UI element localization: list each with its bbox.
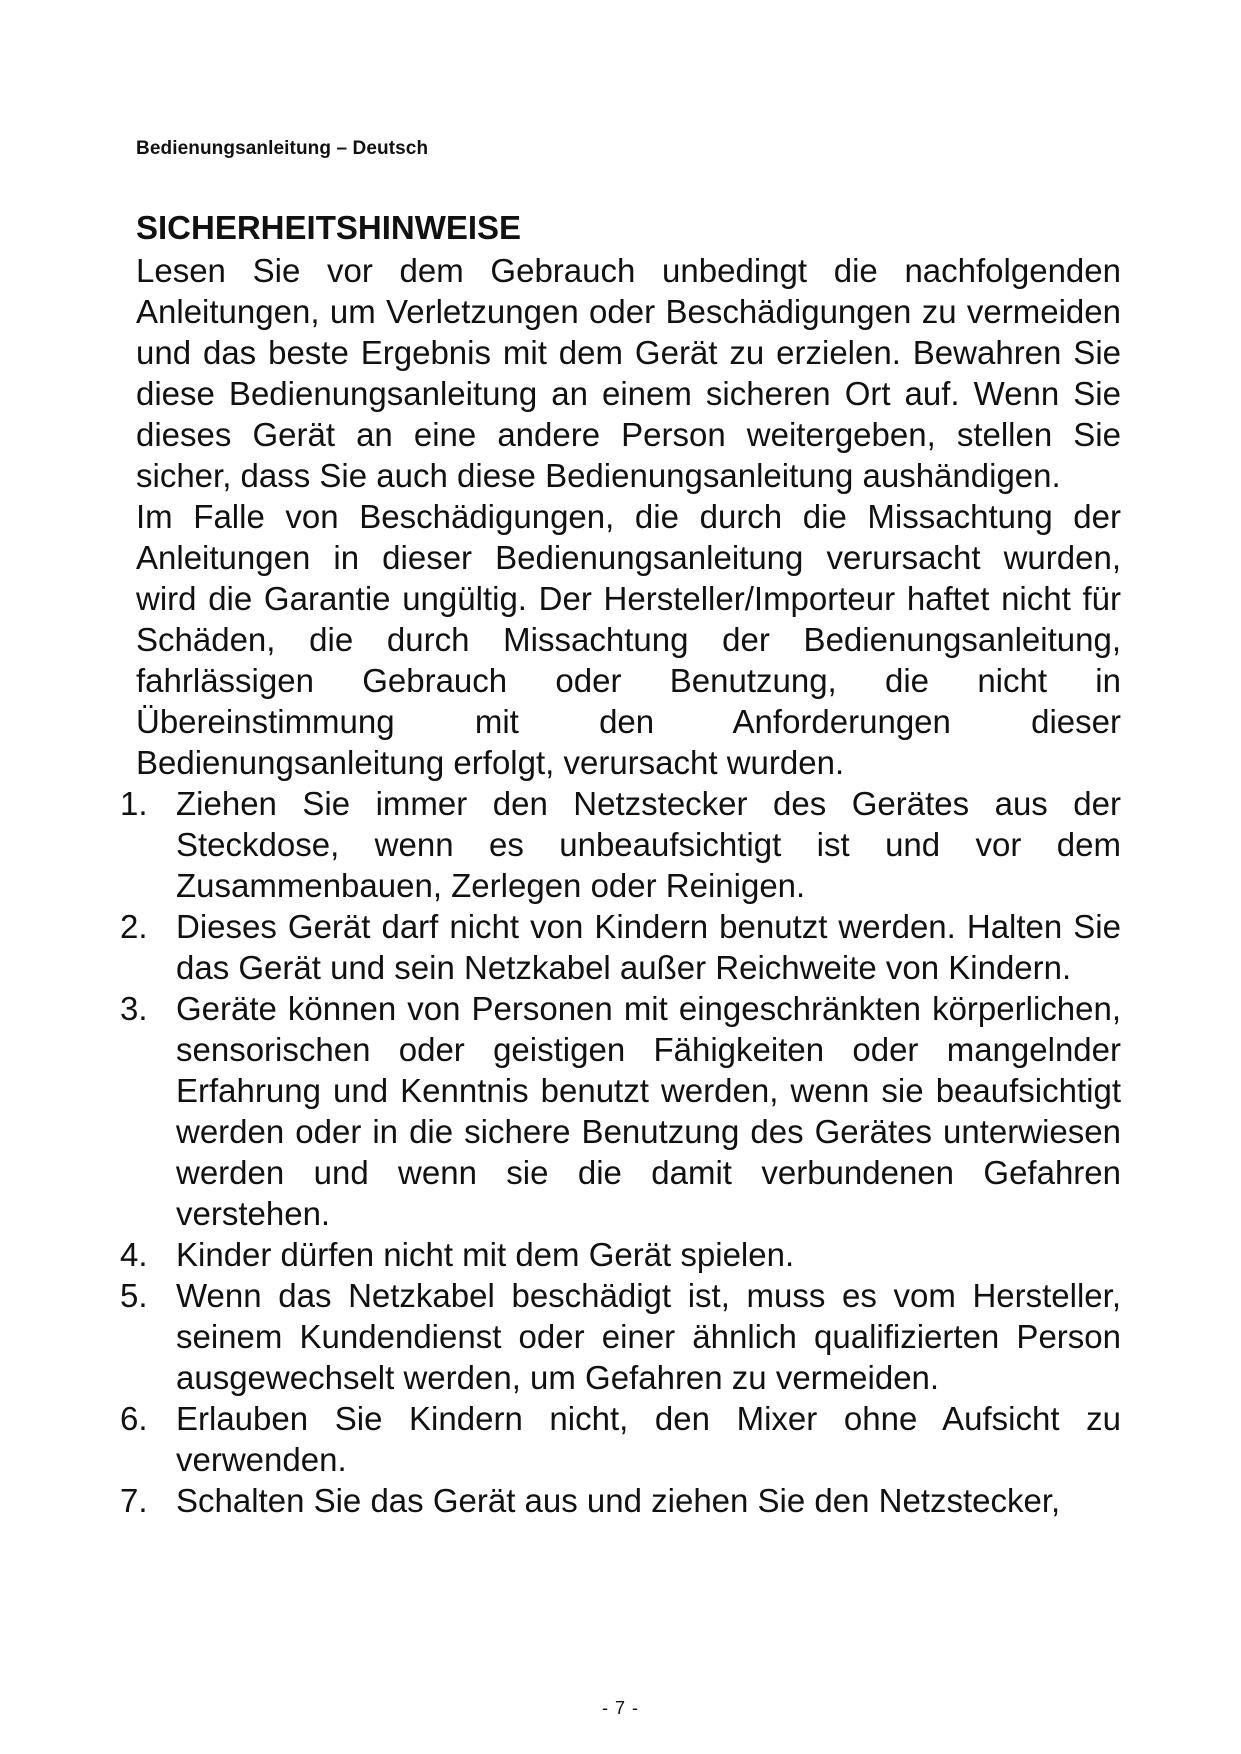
list-item-text: Schalten Sie das Gerät aus und ziehen Sie den Netzstecker, — [176, 1482, 1061, 1519]
list-item-number: 2. — [120, 908, 148, 945]
safety-instructions-list — [120, 783, 1121, 1521]
list-item — [120, 1480, 1121, 1521]
list-item — [120, 988, 1121, 1234]
page-content — [120, 206, 1121, 1521]
list-item-text: Kinder dürfen nicht mit dem Gerät spielen. — [176, 1236, 795, 1273]
list-item-text: Wenn das Netzkabel beschädigt ist, muss es vom Hersteller, seinem Kundendienst oder einer ähnlich qualifizierten Person ausgewechselt werden, um Gefahren zu vermeiden. — [176, 1277, 1121, 1396]
list-item — [120, 1398, 1121, 1480]
list-item-number: 6. — [120, 1400, 148, 1437]
list-item-text: Ziehen Sie immer den Netzstecker des Gerätes aus der Steckdose, wenn es unbeaufsichtigt ist und vor dem Zusammenbauen, Zerlegen oder Reinigen. — [176, 785, 1121, 904]
warranty-paragraph: Im Falle von Beschädigungen, die durch die Missachtung der Anleitungen in dieser Bedienungsanleitung verursacht wurden, wird die Garantie ungültig. Der Hersteller/Importeur haftet nicht für Schäden, die durch Missachtung der Bedienungsanleitung, fahrlässigen Gebrauch oder Benutzung, die nicht in Übereinstimmung mit den Anforderungen dieser Bedienungsanleitung erfolgt, verursacht wurden. — [136, 498, 1121, 781]
list-item-text: Geräte können von Personen mit eingeschränkten körperlichen, sensorischen oder geistigen Fähigkeiten oder mangelnder Erfahrung und Kenntnis benutzt werden, wenn sie beaufsichtigt werden oder in die sichere Benutzung des Gerätes unterwiesen werden und wenn sie die damit verbundenen Gefahren verstehen. — [176, 990, 1121, 1232]
list-item-text: Erlauben Sie Kindern nicht, den Mixer ohne Aufsicht zu verwenden. — [176, 1400, 1121, 1478]
list-item — [120, 1234, 1121, 1275]
list-item — [120, 1275, 1121, 1398]
list-item-number: 1. — [120, 785, 148, 822]
list-item-number: 4. — [120, 1236, 148, 1273]
list-item-number: 3. — [120, 990, 148, 1027]
list-item-number: 5. — [120, 1277, 148, 1314]
list-item-number: 7. — [120, 1482, 148, 1519]
intro-paragraph: Lesen Sie vor dem Gebrauch unbedingt die nachfolgenden Anleitungen, um Verletzungen oder Beschädigungen zu vermeiden und das beste Ergebnis mit dem Gerät zu erzielen. Bewahren Sie diese Bedienungsanleitung an einem sicheren Ort auf. Wenn Sie dieses Gerät an eine andere Person weitergeben, stellen Sie sicher, dass Sie auch diese Bedienungsanleitung aushändigen. — [136, 252, 1121, 494]
list-item — [120, 783, 1121, 906]
running-header: Bedienungsanleitung – Deutsch — [136, 138, 429, 159]
list-item — [120, 906, 1121, 988]
section-title: SICHERHEITSHINWEISE — [136, 209, 522, 246]
page-number: - 7 - — [601, 1698, 639, 1718]
list-item-text: Dieses Gerät darf nicht von Kindern benutzt werden. Halten Sie das Gerät und sein Netzkabel außer Reichweite von Kindern. — [176, 908, 1121, 986]
